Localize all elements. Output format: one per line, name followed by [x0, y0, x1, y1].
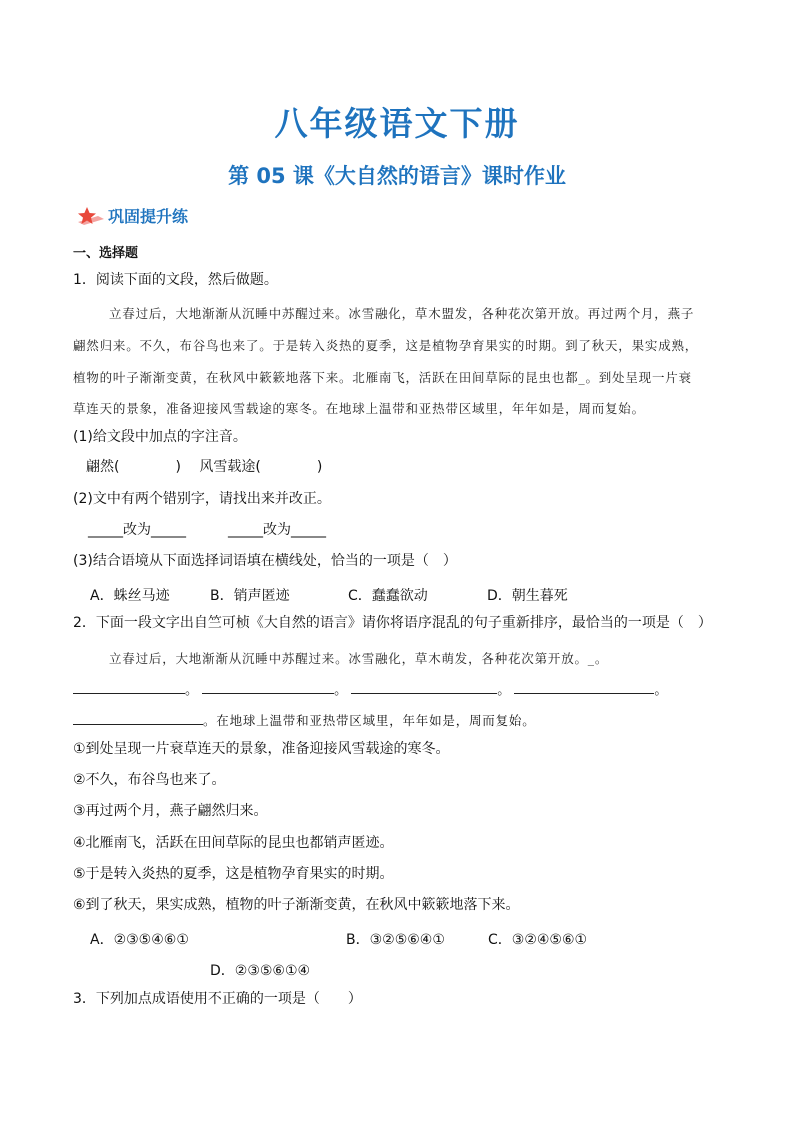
q1-stem: 1．阅读下面的文段，然后做题。: [73, 272, 278, 288]
q2-passage-end: 。在地球上温带和亚热带区域里，年年如是，周而复始。: [203, 713, 536, 728]
document-subtitle: 第 05 课《大自然的语言》课时作业: [228, 164, 566, 188]
q2-sentence-2: ②不久，布谷鸟也来了。: [73, 772, 226, 788]
q1-passage-line: 植物的叶子渐渐变黄，在秋风中簌簌地落下来。北雁南飞，活跃在田间草际的昆虫也都_。到处呈现一片衰: [73, 370, 692, 385]
answer-blank[interactable]: [514, 681, 654, 694]
answer-blank[interactable]: [73, 681, 185, 694]
q1-passage-line: 翩然归来。不久，布谷鸟也来了。于是转入炎热的夏季，这是植物孕育果实的时期。到了秋天，果实成熟，: [73, 338, 699, 353]
answer-blank[interactable]: [202, 681, 334, 694]
q1-sub2-blanks: _____改为_____ _____改为_____: [88, 522, 326, 538]
answer-blank[interactable]: [351, 681, 497, 694]
q2-option-a: A．②③⑤④⑥①: [90, 932, 189, 948]
q1-option-a: A．蛛丝马迹: [90, 588, 170, 604]
q1-option-b: B．销声匿迹: [210, 588, 290, 604]
q1-sub1: (1)给文段中加点的字注音。: [73, 429, 247, 445]
q2-stem: 2．下面一段文字出自竺可桢《大自然的语言》请你将语序混乱的句子重新排序，最恰当的一项是（ ）: [73, 615, 712, 631]
q2-blank-row: 。 。 。 。: [73, 681, 667, 697]
q2-passage-line: 立春过后，大地渐渐从沉睡中苏醒过来。冰雪融化，草木萌发，各种花次第开放。_。: [109, 651, 609, 666]
part-heading: 一、选择题: [73, 246, 139, 261]
q1-passage-line: 草连天的景象，准备迎接风雪载途的寒冬。在地球上温带和亚热带区域里，年年如是，周而复始。: [73, 401, 645, 416]
q1-passage-line: 立春过后，大地渐渐从沉睡中苏醒过来。冰雪融化，草木盟发，各种花次第开放。再过两个月，燕子: [109, 306, 695, 321]
q2-option-c: C．③②④⑤⑥①: [488, 932, 588, 948]
section-badge: [76, 204, 188, 227]
document-title: 八年级语文下册: [274, 104, 520, 143]
q3-stem: 3．下列加点成语使用不正确的一项是（ ）: [73, 991, 362, 1007]
q2-sentence-3: ③再过两个月，燕子翩然归来。: [73, 803, 268, 819]
q2-sentence-1: ①到处呈现一片衰草连天的景象，准备迎接风雪载途的寒冬。: [73, 741, 450, 757]
q1-option-c: C．蠢蠢欲动: [348, 588, 428, 604]
star-icon: [76, 205, 106, 227]
q1-sub2: (2)文中有两个错别字，请找出来并改正。: [73, 491, 331, 507]
q1-sub1-items: 翩然( ) 风雪载途( ): [86, 459, 323, 475]
q1-sub3: (3)结合语境从下面选择词语填在横线处，恰当的一项是（ ）: [73, 553, 457, 569]
q2-sentence-5: ⑤于是转入炎热的夏季，这是植物孕育果实的时期。: [73, 866, 394, 882]
q2-option-d: D．②③⑤⑥①④: [210, 963, 311, 979]
q2-passage-end-row: [73, 712, 536, 728]
section-badge-label: 巩固提升练: [108, 207, 189, 226]
q2-option-b: B．③②⑤⑥④①: [346, 932, 445, 948]
answer-blank[interactable]: [73, 712, 203, 725]
q2-sentence-4: ④北雁南飞，活跃在田间草际的昆虫也都销声匿迹。: [73, 835, 394, 851]
q1-option-d: D．朝生暮死: [487, 588, 568, 604]
q2-sentence-6: ⑥到了秋天，果实成熟，植物的叶子渐渐变黄，在秋风中簌簌地落下来。: [73, 897, 520, 913]
